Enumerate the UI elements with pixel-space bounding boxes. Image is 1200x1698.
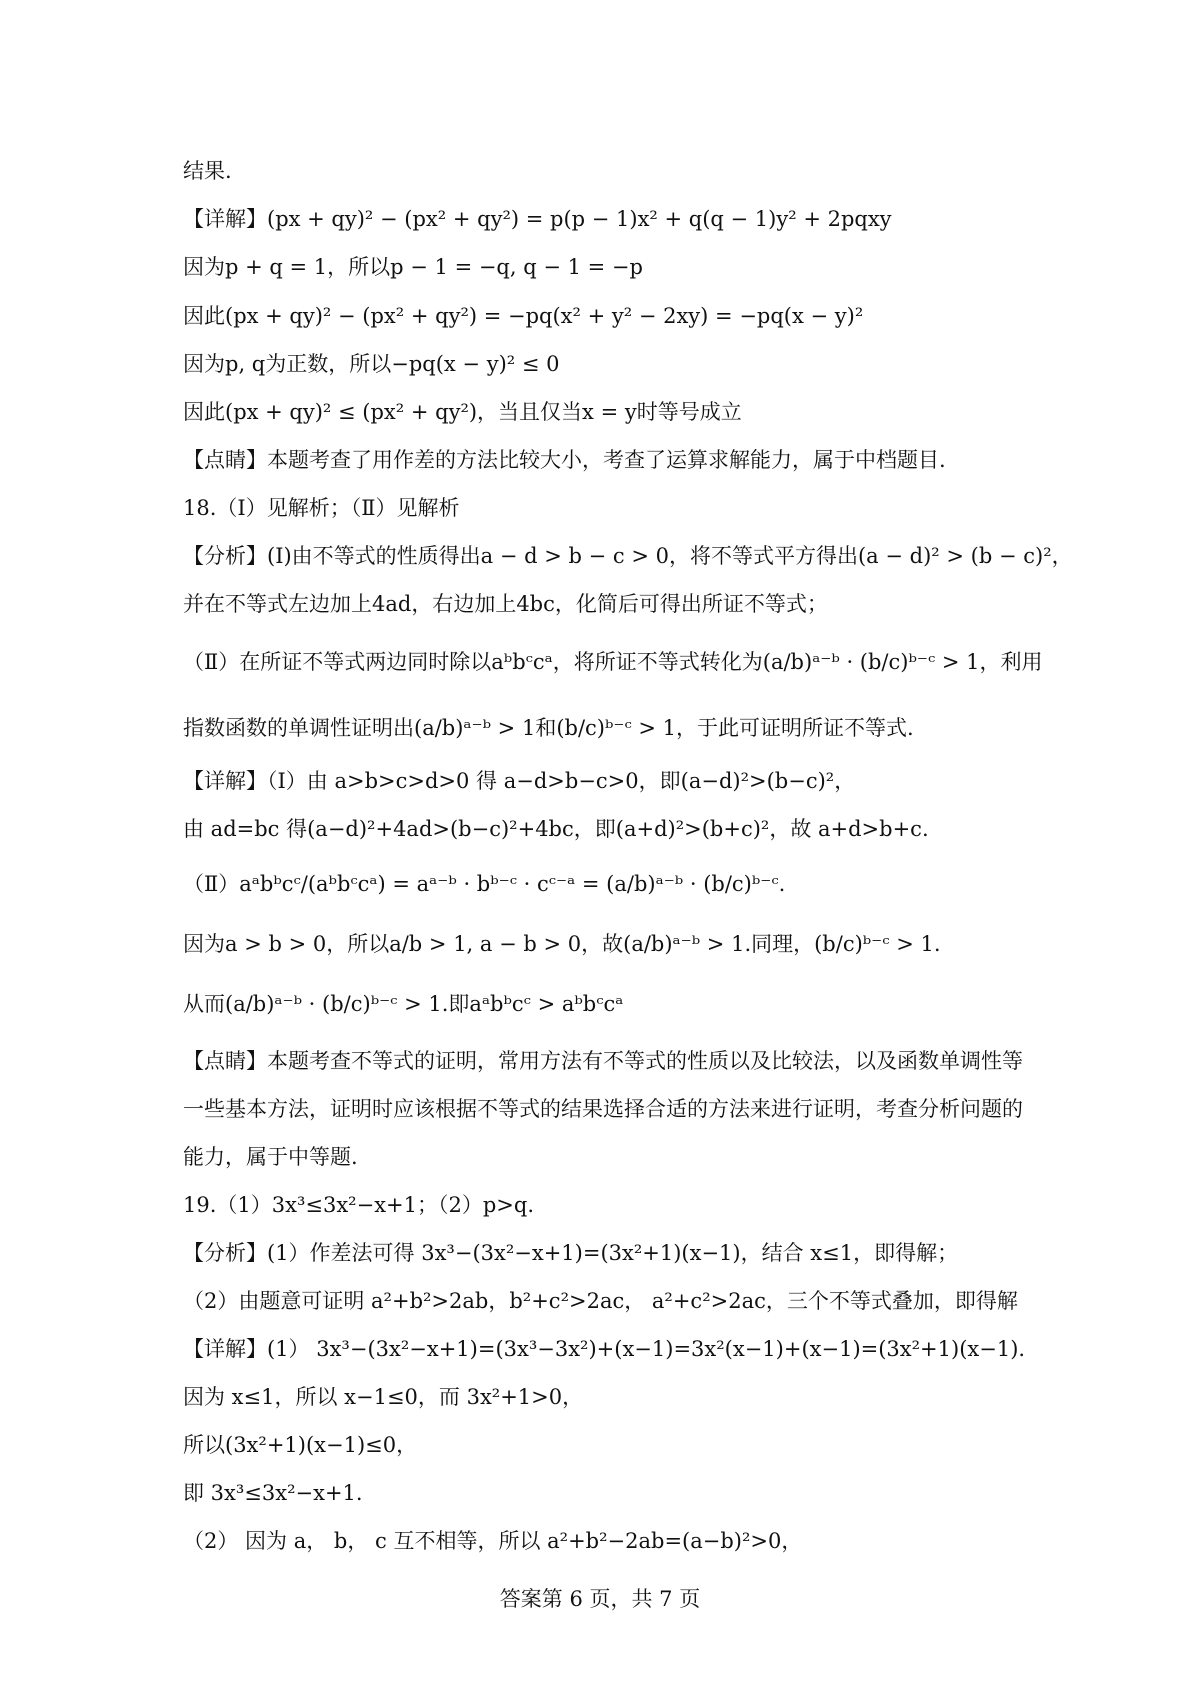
text-line-13: 【详解】（Ⅰ）由 a>b>c>d>0 得 a−d>b−c>0，即(a−d)²>(b−c)²， bbox=[183, 769, 856, 793]
text-line-25: 因为 x≤1，所以 x−1≤0，而 3x²+1>0， bbox=[183, 1385, 584, 1409]
page-footer: 答案第 6 页，共 7 页 bbox=[499, 1587, 701, 1611]
text-line-8: 18.（Ⅰ）见解析；（Ⅱ）见解析 bbox=[183, 496, 460, 520]
text-line-27: 即 3x³≤3x²−x+1. bbox=[183, 1481, 363, 1505]
text-line-2: 【详解】(px + qy)² − (px² + qy²) = p(p − 1)x² + q(q − 1)y² + 2pqxy bbox=[183, 207, 892, 231]
text-line-12: 指数函数的单调性证明出(a/b)ᵃ⁻ᵇ > 1和(b/c)ᵇ⁻ᶜ > 1，于此可证明所证不等式. bbox=[183, 716, 914, 740]
text-line-17: 从而(a/b)ᵃ⁻ᵇ · (b/c)ᵇ⁻ᶜ > 1.即aᵃbᵇcᶜ > aᵇbᶜcᵃ bbox=[183, 992, 624, 1016]
text-line-4: 因此(px + qy)² − (px² + qy²) = −pq(x² + y² − 2xy) = −pq(x − y)² bbox=[183, 304, 864, 328]
text-line-22: 【分析】(1）作差法可得 3x³−(3x²−x+1)=(3x²+1)(x−1)，结合 x≤1，即得解； bbox=[183, 1241, 959, 1265]
text-line-18: 【点睛】本题考查不等式的证明，常用方法有不等式的性质以及比较法，以及函数单调性等 bbox=[183, 1049, 1023, 1073]
text-line-15: （Ⅱ）aᵃbᵇcᶜ/(aᵇbᶜcᵃ) = aᵃ⁻ᵇ · bᵇ⁻ᶜ · cᶜ⁻ᵃ = (a/b)ᵃ⁻ᵇ · (b/c)ᵇ⁻ᶜ. bbox=[183, 872, 786, 896]
text-line-11: （Ⅱ）在所证不等式两边同时除以aᵇbᶜcᵃ，将所证不等式转化为(a/b)ᵃ⁻ᵇ · (b/c)ᵇ⁻ᶜ > 1，利用 bbox=[183, 650, 1043, 674]
text-line-7: 【点睛】本题考查了用作差的方法比较大小，考查了运算求解能力，属于中档题目. bbox=[183, 448, 946, 472]
text-line-6: 因此(px + qy)² ≤ (px² + qy²)，当且仅当x = y时等号成立 bbox=[183, 400, 742, 424]
text-line-19: 一些基本方法，证明时应该根据不等式的结果选择合适的方法来进行证明，考查分析问题的 bbox=[183, 1097, 1023, 1121]
text-line-5: 因为p, q为正数，所以−pq(x − y)² ≤ 0 bbox=[183, 352, 560, 376]
text-line-3: 因为p + q = 1，所以p − 1 = −q, q − 1 = −p bbox=[183, 255, 643, 279]
text-line-9: 【分析】(Ⅰ)由不等式的性质得出a − d > b − c > 0，将不等式平方得出(a − d)² > (b − c)²， bbox=[183, 544, 1073, 568]
text-line-23: （2）由题意可证明 a²+b²>2ab，b²+c²>2ac， a²+c²>2ac，三个不等式叠加，即得解 bbox=[183, 1289, 1018, 1313]
text-line-14: 由 ad=bc 得(a−d)²+4ad>(b−c)²+4bc，即(a+d)²>(b+c)²，故 a+d>b+c. bbox=[183, 817, 929, 841]
text-line-10: 并在不等式左边加上4ad，右边加上4bc，化简后可得出所证不等式； bbox=[183, 592, 828, 616]
text-line-28: （2） 因为 a， b， c 互不相等，所以 a²+b²−2ab=(a−b)²>0， bbox=[183, 1529, 803, 1553]
text-line-21: 19.（1）3x³≤3x²−x+1；（2）p>q. bbox=[183, 1193, 535, 1217]
text-line-16: 因为a > b > 0，所以a/b > 1, a − b > 0，故(a/b)ᵃ⁻ᵇ > 1.同理，(b/c)ᵇ⁻ᶜ > 1. bbox=[183, 932, 941, 956]
text-line-24: 【详解】(1） 3x³−(3x²−x+1)=(3x³−3x²)+(x−1)=3x²(x−1)+(x−1)=(3x²+1)(x−1). bbox=[183, 1337, 1026, 1361]
text-line-20: 能力，属于中等题. bbox=[183, 1145, 358, 1169]
text-line-26: 所以(3x²+1)(x−1)≤0， bbox=[183, 1433, 418, 1457]
text-line-1: 结果. bbox=[183, 159, 232, 183]
